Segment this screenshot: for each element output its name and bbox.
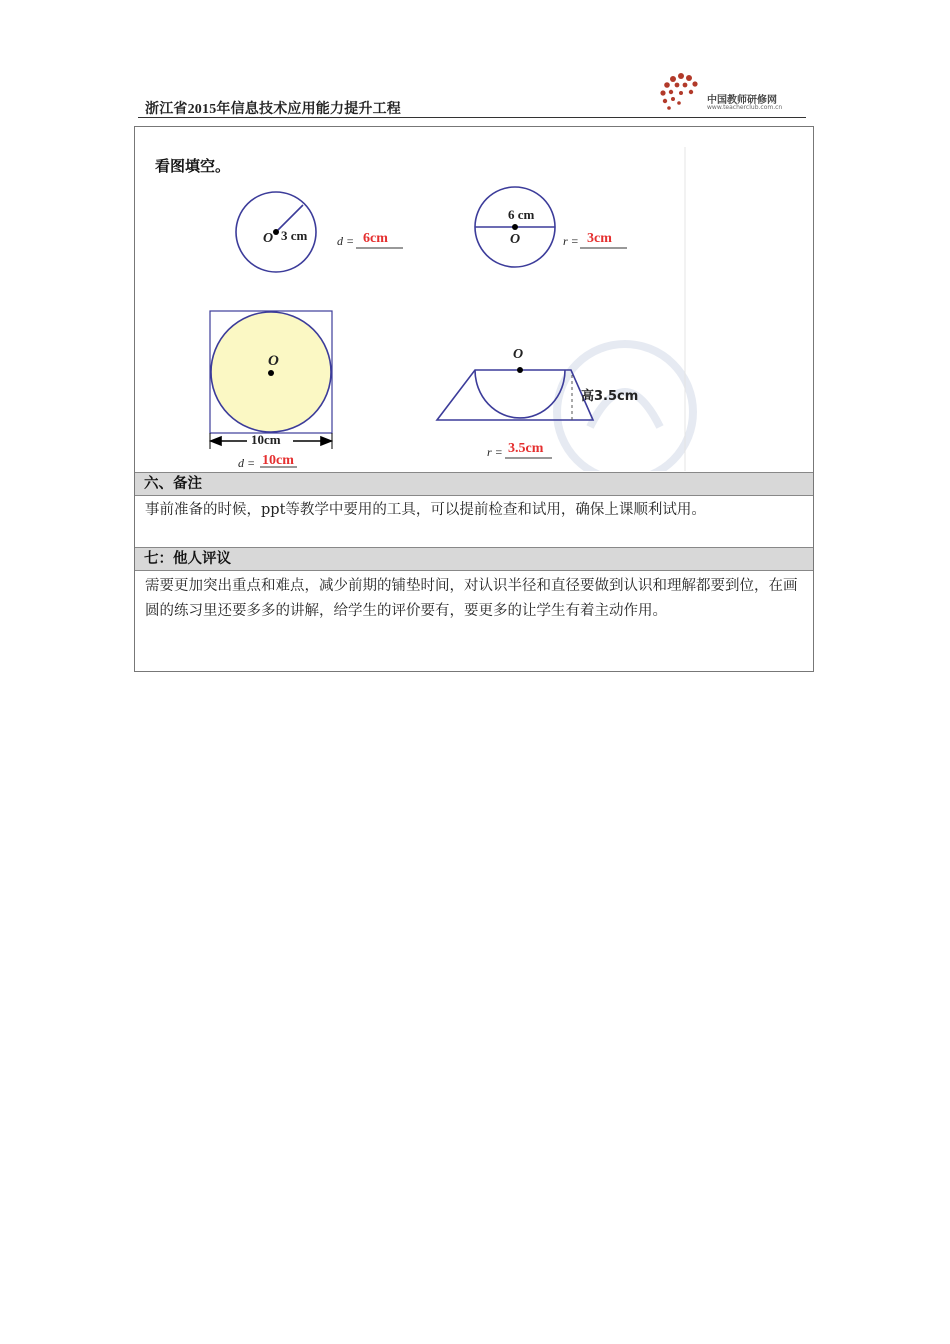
section-peer-review-heading: 七：他人评议 — [135, 547, 813, 571]
header-divider — [138, 117, 806, 118]
q1-radius-label: 3 cm — [281, 228, 308, 243]
q3-center-label: O — [268, 353, 279, 369]
q1-center-dot — [273, 229, 279, 235]
q4-center-dot — [517, 367, 523, 373]
q4-answer: 3.5cm — [508, 441, 544, 456]
q1-answer-prompt: d = — [337, 234, 355, 248]
q3-center-dot — [268, 370, 274, 376]
geometry-exercise-figure — [135, 127, 813, 471]
q2-diameter-label: 6 cm — [508, 207, 535, 222]
logo-url: www.teacherclub.com.cn — [707, 104, 783, 111]
teacherclub-logo — [655, 68, 805, 116]
q3-width-label: 10cm — [251, 432, 281, 447]
document-header-title: 浙江省2015年信息技术应用能力提升工程 — [145, 102, 401, 117]
section-remarks-body: 事前准备的时候，ppt等教学中要用的工具，可以提前检查和试用，确保上课顺利试用。 — [145, 502, 706, 518]
q1-answer: 6cm — [363, 231, 388, 246]
exercise-drawings — [135, 127, 813, 471]
q2-center-dot — [512, 224, 518, 230]
q2-answer-prompt: r = — [563, 234, 579, 248]
q4-answer-prompt: r = — [487, 445, 503, 459]
logo-flower-icon — [655, 68, 707, 116]
q2-answer: 3cm — [587, 231, 612, 246]
q3-answer-prompt: d = — [238, 456, 256, 470]
q1-center-label: O — [263, 231, 274, 246]
watermark-icon — [557, 344, 693, 471]
q4-height-label: 高3.5cm — [581, 389, 639, 404]
q4-center-label: O — [513, 347, 524, 362]
section-remarks-heading: 六、备注 — [135, 472, 813, 496]
q3-answer: 10cm — [262, 453, 294, 468]
exercise-title: 看图填空。 — [155, 157, 231, 175]
q2-center-label: O — [510, 232, 521, 247]
section-peer-review-body: 需要更加突出重点和难点，减少前期的铺垫时间，对认识半径和直径要做到认识和理解都要到位，在画圆的练习里还要多多的讲解，给学生的评价要有，要更多的让学生有着主动作用。 — [145, 578, 798, 619]
logo-name: 中国教师研修网 — [707, 95, 777, 106]
